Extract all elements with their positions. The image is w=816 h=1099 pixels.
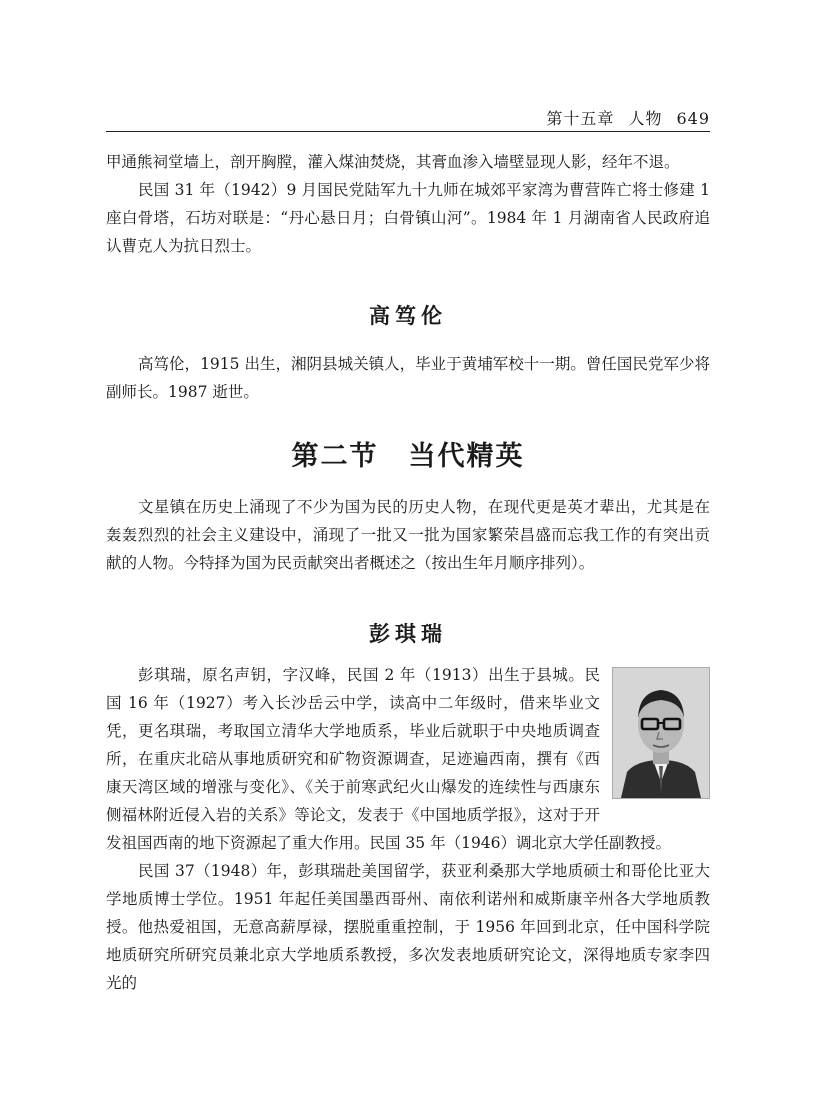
portrait-photo bbox=[612, 667, 710, 799]
peng-paragraph-2: 民国 37（1948）年，彭琪瑞赴美国留学，获亚利桑那大学地质硕士和哥伦比亚大学地质博士学位。1951 年起任美国墨西哥州、南依利诺州和威斯康辛州各大学地质教授。他热爱祖国，无意高薪厚禄，摆脱重重控制，于 1956 年回到北京，任中国科学院地质研究所研究员兼北京大学地质系教授，多次发表地质研究论文，深得地质专家李四光的 bbox=[106, 862, 710, 992]
portrait-illustration bbox=[613, 668, 709, 798]
person-bio-gao: 高笃伦，1915 出生，湘阴县城关镇人，毕业于黄埔军校十一期。曾任国民党军少将副师长。1987 逝世。 bbox=[106, 355, 710, 401]
memorial-paragraph: 民国 31 年（1942）9 月国民党陆军九十九师在城郊平家湾为曹营阵亡将士修建 1 座白骨塔，石坊对联是：“丹心悬日月；白骨镇山河”。1984 年 1 月湖南省人民政府追认曹克人为抗日烈士。 bbox=[106, 181, 710, 255]
continued-paragraph: 甲通熊祠堂墙上，剖开胸膛，灌入煤油焚烧，其膏血渗入墙壁显现人影，经年不退。 bbox=[106, 153, 680, 171]
chapter-topic: 人物 bbox=[628, 109, 663, 128]
person-heading-gao: 高笃伦 bbox=[369, 304, 447, 328]
chapter-label: 第十五章 bbox=[546, 109, 615, 128]
header-rule bbox=[106, 131, 710, 132]
person-bio-peng bbox=[106, 661, 710, 997]
section-title: 当代精英 bbox=[408, 441, 525, 472]
person-heading-peng: 彭琪瑞 bbox=[369, 622, 447, 646]
section-number: 第二节 bbox=[291, 441, 379, 472]
running-header bbox=[106, 106, 710, 129]
section-intro: 文星镇在历史上涌现了不少为国为民的历史人物，在现代更是英才辈出，尤其是在轰轰烈烈的社会主义建设中，涌现了一批又一批为国家繁荣昌盛而忘我工作的有突出贡献的人物。今特择为国为民贡献突出者概述之（按出生年月顺序排列）。 bbox=[106, 498, 710, 572]
page-number: 649 bbox=[676, 109, 710, 128]
peng-paragraph-1: 彭琪瑞，原名声钥，字汉峰，民国 2 年（1913）出生于县城。民国 16 年（1927）考入长沙岳云中学，读高中二年级时，借来毕业文凭，更名琪瑞，考取国立清华大学地质系，毕业后就职于中央地质调查所，在重庆北碚从事地质研究和矿物资源调查，足迹遍西南，撰有《西康天湾区域的增涨与变化》、《关于前寒武纪火山爆发的连续性与西康东侧福林附近侵入岩的关系》等论文，发表于《中国地质学报》，这对于开发祖国西南的地下资源起了重大作用。民国 35 年（1946）调北京大学任副教授。 bbox=[106, 666, 672, 852]
section-heading bbox=[106, 434, 710, 473]
